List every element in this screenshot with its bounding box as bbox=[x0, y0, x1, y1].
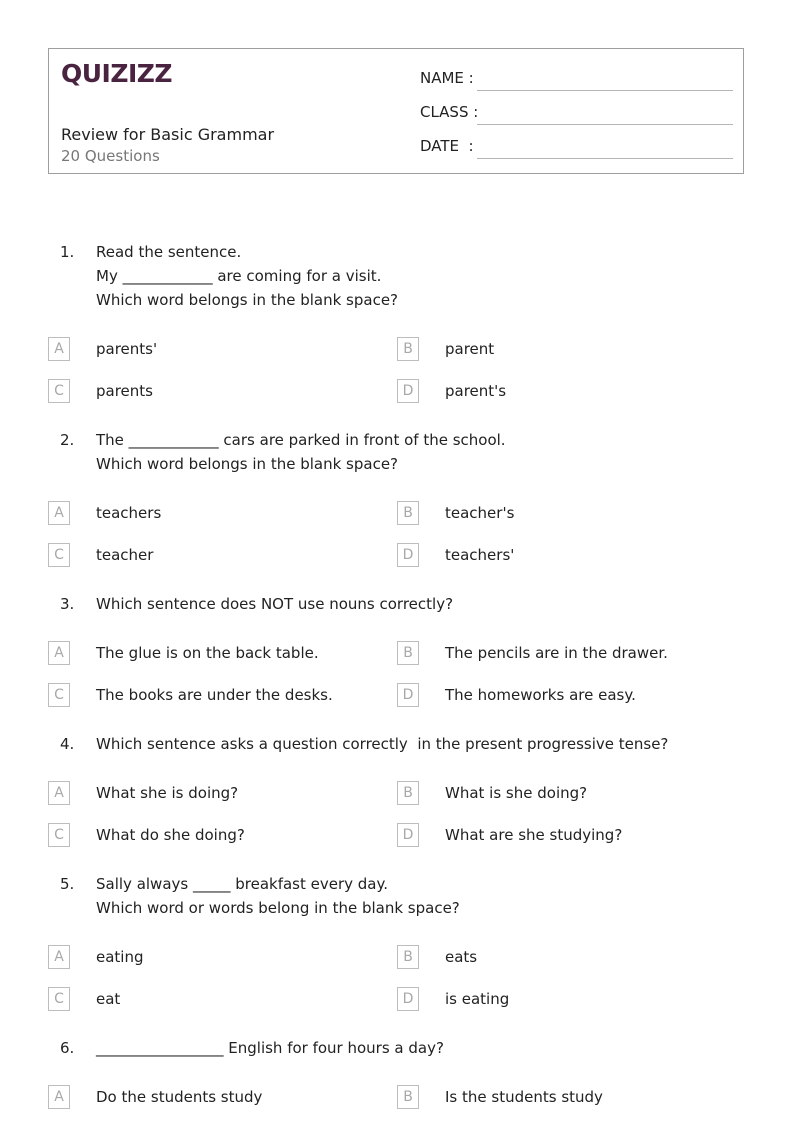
quizizz-logo: QUIZIZZ bbox=[61, 59, 173, 88]
class-label: CLASS : bbox=[420, 103, 479, 121]
option-letter-box: B bbox=[397, 337, 419, 361]
option-letter-box: B bbox=[397, 781, 419, 805]
option-text: The homeworks are easy. bbox=[445, 686, 636, 704]
option-letter-box: D bbox=[397, 823, 419, 847]
date-line[interactable] bbox=[477, 158, 733, 159]
option-letter-box: C bbox=[48, 379, 70, 403]
option-text: Do the students study bbox=[96, 1088, 263, 1106]
question-text: The ____________ cars are parked in front of the school. bbox=[96, 431, 506, 449]
option-letter-box: C bbox=[48, 683, 70, 707]
worksheet-header bbox=[48, 48, 744, 174]
option-text: eat bbox=[96, 990, 121, 1008]
question-text: Read the sentence. bbox=[96, 243, 242, 261]
question-text: Sally always _____ breakfast every day. bbox=[96, 875, 389, 893]
option-text: parents' bbox=[96, 340, 158, 358]
question-number: 3. bbox=[60, 595, 75, 613]
option-letter-box: C bbox=[48, 543, 70, 567]
name-line[interactable] bbox=[477, 90, 733, 91]
option-text: teachers' bbox=[445, 546, 515, 564]
option-text: What is she doing? bbox=[445, 784, 588, 802]
option-text: parent bbox=[445, 340, 495, 358]
option-letter-box: C bbox=[48, 987, 70, 1011]
option-letter-box: C bbox=[48, 823, 70, 847]
option-text: parents bbox=[96, 382, 153, 400]
question-number: 2. bbox=[60, 431, 75, 449]
question-number: 6. bbox=[60, 1039, 75, 1057]
option-text: is eating bbox=[445, 990, 510, 1008]
date-label: DATE : bbox=[420, 137, 474, 155]
question-text: Which sentence asks a question correctly in the present progressive tense? bbox=[96, 735, 669, 753]
question-number: 4. bbox=[60, 735, 75, 753]
option-text: What she is doing? bbox=[96, 784, 239, 802]
option-letter-box: A bbox=[48, 945, 70, 969]
option-letter-box: A bbox=[48, 641, 70, 665]
option-letter-box: B bbox=[397, 945, 419, 969]
question-number: 5. bbox=[60, 875, 75, 893]
option-text: teacher's bbox=[445, 504, 515, 522]
option-letter-box: A bbox=[48, 1085, 70, 1109]
question-number: 1. bbox=[60, 243, 75, 261]
option-text: What do she doing? bbox=[96, 826, 245, 844]
question-text: Which word or words belong in the blank space? bbox=[96, 899, 460, 917]
option-text: What are she studying? bbox=[445, 826, 623, 844]
option-letter-box: B bbox=[397, 501, 419, 525]
option-text: Is the students study bbox=[445, 1088, 603, 1106]
name-field[interactable] bbox=[420, 69, 733, 93]
question-text: Which word belongs in the blank space? bbox=[96, 291, 399, 309]
option-letter-box: A bbox=[48, 781, 70, 805]
option-text: eating bbox=[96, 948, 144, 966]
option-letter-box: A bbox=[48, 337, 70, 361]
option-text: The glue is on the back table. bbox=[96, 644, 319, 662]
class-line[interactable] bbox=[477, 124, 733, 125]
option-text: The pencils are in the drawer. bbox=[445, 644, 668, 662]
option-letter-box: B bbox=[397, 1085, 419, 1109]
question-text: Which sentence does NOT use nouns correctly? bbox=[96, 595, 454, 613]
question-text: My ____________ are coming for a visit. bbox=[96, 267, 382, 285]
date-field[interactable] bbox=[420, 137, 733, 161]
question-text: _________________ English for four hours a day? bbox=[96, 1039, 444, 1057]
name-label: NAME : bbox=[420, 69, 474, 87]
option-letter-box: D bbox=[397, 987, 419, 1011]
option-text: teachers bbox=[96, 504, 162, 522]
option-letter-box: A bbox=[48, 501, 70, 525]
question-count: 20 Questions bbox=[61, 147, 160, 165]
option-text: eats bbox=[445, 948, 478, 966]
option-text: teacher bbox=[96, 546, 154, 564]
option-letter-box: D bbox=[397, 683, 419, 707]
option-text: parent's bbox=[445, 382, 507, 400]
option-letter-box: D bbox=[397, 543, 419, 567]
worksheet-title: Review for Basic Grammar bbox=[61, 125, 275, 144]
option-letter-box: D bbox=[397, 379, 419, 403]
option-text: The books are under the desks. bbox=[96, 686, 333, 704]
option-letter-box: B bbox=[397, 641, 419, 665]
class-field[interactable] bbox=[420, 103, 733, 127]
question-text: Which word belongs in the blank space? bbox=[96, 455, 399, 473]
